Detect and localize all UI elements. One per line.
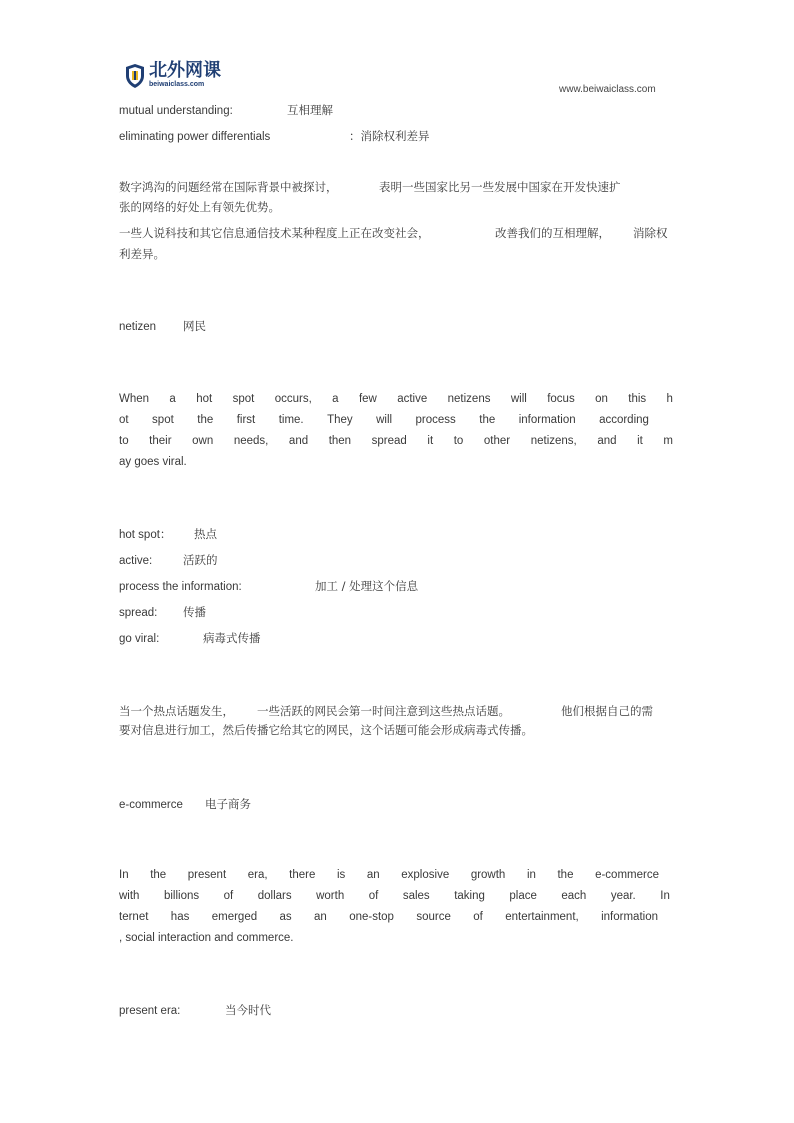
- justified-line: [119, 434, 673, 448]
- word: other: [483, 435, 511, 447]
- paragraph-segment: 一些活跃的网民会第一时间注意到这些热点话题。: [257, 704, 510, 718]
- word: era,: [247, 869, 268, 881]
- word: a: [169, 393, 176, 405]
- vocab-mutual-understanding: [119, 103, 333, 118]
- vocab-process-the-information: [119, 579, 418, 594]
- word: the: [197, 414, 214, 426]
- word: has: [170, 911, 190, 923]
- paragraph-segment: 他们根据自己的需: [561, 704, 653, 718]
- paragraph-line: 利差异。: [119, 247, 165, 261]
- word: needs,: [233, 435, 269, 447]
- word: h: [666, 393, 673, 405]
- word: there: [289, 869, 316, 881]
- word: process: [415, 414, 456, 426]
- word: will: [510, 393, 527, 405]
- word: spot: [152, 414, 174, 426]
- paragraph-line: [119, 180, 621, 194]
- paragraph-line: ay goes viral.: [119, 456, 187, 468]
- word: growth: [470, 869, 506, 881]
- word: entertainment,: [505, 911, 579, 923]
- justified-line: [119, 868, 659, 882]
- vocab-definition: 网民: [183, 319, 206, 333]
- vocab-definition: ：消除权利差异: [349, 129, 430, 143]
- word: netizens,: [530, 435, 577, 447]
- word: of: [473, 911, 483, 923]
- paragraph-line: [119, 226, 668, 240]
- word: an: [314, 911, 327, 923]
- word: this: [628, 393, 647, 405]
- logo-english-text: beiwaiclass.com: [149, 81, 205, 88]
- word: and: [597, 435, 617, 447]
- justified-line: [119, 910, 658, 924]
- vocab-active: [119, 553, 218, 568]
- word: information: [518, 414, 576, 426]
- word: then: [328, 435, 352, 447]
- vocab-definition: 电子商务: [205, 797, 251, 811]
- word: worth: [316, 890, 345, 902]
- vocab-spread: [119, 605, 206, 620]
- word: present: [187, 869, 227, 881]
- word: year.: [610, 890, 636, 902]
- word: with: [119, 890, 140, 902]
- word: source: [416, 911, 451, 923]
- word: spot: [232, 393, 255, 405]
- word: ternet: [119, 911, 149, 923]
- word: is: [336, 869, 346, 881]
- word: it: [637, 435, 643, 447]
- paragraph-line: 张的网络的好处上有领先优势。: [119, 200, 280, 214]
- word: When: [119, 393, 150, 405]
- word: first: [236, 414, 256, 426]
- word: ot: [119, 414, 129, 426]
- justified-line: [119, 413, 649, 427]
- word: each: [561, 890, 587, 902]
- word: of: [223, 890, 234, 902]
- word: of: [368, 890, 379, 902]
- vocab-term: netizen: [119, 321, 157, 333]
- word: hot: [196, 393, 213, 405]
- word: the: [557, 869, 574, 881]
- vocab-term: hot spot：: [119, 529, 172, 541]
- site-url: www.beiwaiclass.com: [559, 84, 656, 95]
- vocab-term: active:: [119, 555, 153, 567]
- vocab-definition: 热点: [194, 527, 217, 541]
- paragraph-line: [119, 704, 653, 718]
- vocab-definition: 病毒式传播: [203, 631, 261, 645]
- justified-line: [119, 889, 670, 903]
- paragraph-segment: 一些人说科技和其它信息通信技术某种程度上正在改变社会，: [119, 226, 430, 240]
- word: spread: [371, 435, 407, 447]
- vocab-term: e-commerce: [119, 799, 183, 811]
- vocab-definition: 互相理解: [287, 103, 333, 117]
- word: few: [358, 393, 377, 405]
- paragraph-segment: 数字鸿沟的问题经常在国际背景中被探讨，: [119, 180, 338, 194]
- vocab-definition: 当今时代: [225, 1003, 271, 1017]
- word: in: [526, 869, 536, 881]
- vocab-e-commerce: [119, 797, 251, 812]
- word: They: [327, 414, 353, 426]
- paragraph-segment: 改善我们的互相理解，: [495, 226, 610, 240]
- word: taking: [454, 890, 485, 902]
- vocab-netizen: [119, 319, 206, 334]
- word: occurs,: [274, 393, 312, 405]
- word: their: [149, 435, 172, 447]
- paragraph-line: , social interaction and commerce.: [119, 932, 294, 944]
- word: In: [660, 890, 670, 902]
- word: sales: [402, 890, 430, 902]
- word: an: [366, 869, 380, 881]
- word: according: [599, 414, 649, 426]
- word: place: [509, 890, 537, 902]
- word: the: [150, 869, 167, 881]
- word: to: [453, 435, 464, 447]
- word: time.: [278, 414, 304, 426]
- vocab-definition: 加工 / 处理这个信息: [315, 579, 419, 593]
- vocab-term: present era:: [119, 1005, 181, 1017]
- paragraph-segment: 消除权: [633, 226, 668, 240]
- vocab-term: go viral:: [119, 633, 160, 645]
- vocab-hot-spot: [119, 527, 217, 542]
- word: dollars: [257, 890, 292, 902]
- logo-chinese-text: 北外网课: [149, 60, 221, 81]
- word: a: [332, 393, 339, 405]
- word: information: [601, 911, 658, 923]
- word: netizens: [447, 393, 491, 405]
- word: on: [595, 393, 608, 405]
- word: and: [288, 435, 309, 447]
- word: to: [119, 435, 129, 447]
- word: explosive: [401, 869, 450, 881]
- word: active: [397, 393, 428, 405]
- paragraph-segment: 当一个热点话题发生，: [119, 704, 234, 718]
- word: In: [119, 869, 129, 881]
- word: one-stop: [349, 911, 394, 923]
- word: e-commerce: [595, 869, 659, 881]
- vocab-term: spread:: [119, 607, 158, 619]
- word: focus: [547, 393, 575, 405]
- vocab-eliminating-power-differentials: [119, 129, 430, 144]
- vocab-definition: 传播: [183, 605, 206, 619]
- word: own: [192, 435, 214, 447]
- vocab-definition: 活跃的: [183, 553, 218, 567]
- beiwai-logo: [125, 62, 221, 92]
- word: it: [427, 435, 434, 447]
- vocab-present-era: [119, 1003, 271, 1018]
- vocab-term: process the information:: [119, 581, 242, 593]
- vocab-term: mutual understanding:: [119, 105, 233, 117]
- justified-line: [119, 392, 673, 406]
- shield-logo-icon: [125, 63, 145, 89]
- word: billions: [163, 890, 200, 902]
- vocab-go-viral: [119, 631, 261, 646]
- word: emerged: [211, 911, 258, 923]
- word: the: [479, 414, 496, 426]
- word: will: [376, 414, 393, 426]
- paragraph-segment: 表明一些国家比另一些发展中国家在开发快速扩: [379, 180, 621, 194]
- word: as: [279, 911, 292, 923]
- vocab-term: eliminating power differentials: [119, 131, 271, 143]
- paragraph-line: 要对信息进行加工，然后传播它给其它的网民，这个话题可能会形成病毒式传播。: [119, 723, 533, 737]
- word: m: [663, 435, 673, 447]
